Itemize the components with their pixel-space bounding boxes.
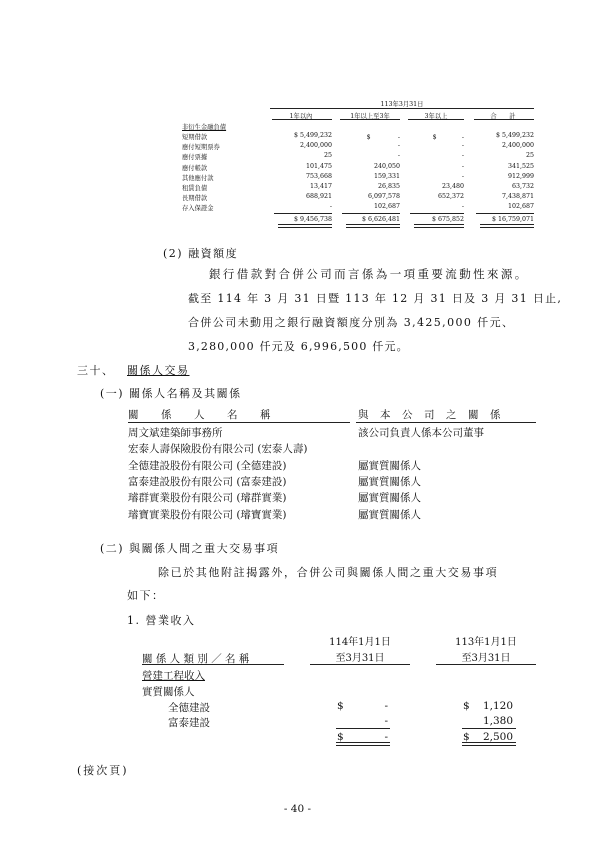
col-header-2: 1年以上至3年 <box>350 113 390 120</box>
table-cell: 102,687 <box>507 203 534 211</box>
related-party-name: 全德建設股份有限公司 (全德建設) <box>128 459 287 472</box>
related-party-name: 璿寶實業股份有限公司 (璿寶實業) <box>128 508 287 521</box>
related-party-name: 宏泰人壽保險股份有限公司 (宏泰人壽) <box>128 443 308 456</box>
table-cell: - <box>397 152 400 160</box>
table-date-header: 113年3月31日 <box>380 101 424 108</box>
table-cell: - <box>461 172 464 180</box>
rev-total-prev: 2,500 <box>482 731 513 743</box>
col-header-4: 合 計 <box>490 113 516 120</box>
related-party-relation: 屬實質關係人 <box>358 492 421 505</box>
item-1: 1. 營業收入 <box>127 614 196 627</box>
total-col-2: $ 6,626,481 <box>361 216 400 223</box>
table-cell: - <box>461 152 464 160</box>
related-party-name: 璿群實業股份有限公司 (璿群實業) <box>128 492 287 505</box>
table-row-label: 租賃負債 <box>182 185 208 192</box>
table-cell: 101,475 <box>305 162 332 170</box>
table-cell: 25 <box>525 152 534 160</box>
table-cell: - <box>461 162 464 170</box>
section-number: 三十、 <box>77 364 115 377</box>
financing-line-2: 截至 114 年 3 月 31 日暨 113 年 12 月 31 日及 3 月 31 日止, <box>188 292 563 305</box>
dollar-sign: $ <box>337 700 344 712</box>
sub1-heading: (一) 關係人名稱及其關係 <box>100 387 242 400</box>
table-cell: $ 5,499,232 <box>293 132 332 139</box>
table-cell: 13,417 <box>309 183 332 190</box>
financing-line-4: 3,280,000 仟元及 6,996,500 仟元。 <box>188 340 409 353</box>
table-cell: 652,372 <box>437 193 464 201</box>
rev-row-cur: - <box>384 715 388 727</box>
rev-col1-line1: 114年1月1日 <box>329 637 391 648</box>
table-cell: 7,438,871 <box>501 193 534 201</box>
financing-heading: (2) 融資額度 <box>163 247 239 260</box>
table-row-label: 其他應付款 <box>182 174 214 182</box>
table-row-label: 存入保證金 <box>182 205 214 213</box>
rel-header-left: 關 係 人 名 稱 <box>128 409 271 421</box>
dollar-sign: $ <box>463 700 470 712</box>
table-cell: 753,668 <box>305 172 332 180</box>
table-row-label: 應付短期票券 <box>182 144 220 152</box>
rev-row-label: 富泰建設 <box>168 717 210 729</box>
related-party-relation: 屬實質關係人 <box>358 459 421 472</box>
total-col-1: $ 9,456,738 <box>293 216 332 223</box>
table-cell: 688,921 <box>305 193 332 201</box>
total-col-3: $ 675,852 <box>431 216 464 223</box>
rev-col2-line2: 至3月31日 <box>461 653 511 664</box>
table-cell: - <box>329 203 332 211</box>
dollar-sign: $ <box>337 731 344 743</box>
sub2-line-1: 除已於其他附註揭露外，合併公司與關係人間之重大交易事項 <box>158 566 499 579</box>
rev-col1-line2: 至3月31日 <box>335 653 385 664</box>
table-cell: $ 5,499,232 <box>495 132 534 139</box>
col-header-1: 1年以內 <box>289 113 313 120</box>
rev-col2-line1: 113年1月1日 <box>455 637 517 648</box>
table-row-label: 應付票據 <box>182 154 208 162</box>
table-row-label: 應付帳款 <box>182 164 208 172</box>
rev-row-prev: 1,380 <box>482 715 513 727</box>
table-cell: $ - <box>366 134 400 141</box>
table-cell: - <box>397 142 400 150</box>
related-party-relation: 該公司負責人係本公司董事 <box>358 427 484 439</box>
rev-group: 實質關係人 <box>142 686 195 698</box>
continue-note: (接次頁) <box>77 764 129 777</box>
rev-header-label: 關 係 人 類 別 ／ 名 稱 <box>142 653 250 665</box>
table-row-label: 長期借款 <box>182 195 208 203</box>
rev-row-label: 全德建設 <box>168 702 210 714</box>
related-party-name: 周文斌建築師事務所 <box>128 427 223 439</box>
rev-category: 營建工程收入 <box>142 670 205 682</box>
rev-total-cur: - <box>384 731 388 743</box>
divider <box>270 108 534 109</box>
table-cell: 25 <box>323 152 332 160</box>
table-cell: 159,331 <box>373 172 400 180</box>
financing-line-3: 合併公司未動用之銀行融資額度分別為 3,425,000 仟元、 <box>188 316 515 329</box>
table-cell: 2,400,000 <box>501 142 534 150</box>
section-title: 非衍生金融負債 <box>182 124 227 131</box>
table-cell: 912,999 <box>507 172 534 180</box>
related-party-name: 富泰建設股份有限公司 (富泰建設) <box>128 475 287 488</box>
related-party-relation: 屬實質關係人 <box>358 475 421 488</box>
dollar-sign: $ <box>463 731 470 743</box>
table-row-label: 短期借款 <box>182 134 208 141</box>
table-cell: - <box>461 142 464 150</box>
col-header-3: 3年以上 <box>424 113 448 120</box>
rel-header-right: 與 本 公 司 之 關 係 <box>358 409 501 421</box>
total-col-4: $ 16,759,071 <box>491 216 534 223</box>
table-cell: 240,050 <box>373 162 400 170</box>
section-title-30: 關係人交易 <box>127 364 190 377</box>
financing-line-1: 銀行借款對合併公司而言係為一項重要流動性來源。 <box>209 267 529 281</box>
table-cell: 63,732 <box>511 183 534 190</box>
table-cell: - <box>461 203 464 211</box>
table-cell: 2,400,000 <box>299 142 332 150</box>
sub2-heading: (二) 與關係人間之重大交易事項 <box>100 542 280 555</box>
rev-row-cur: - <box>384 700 388 712</box>
table-cell: 341,525 <box>507 162 534 170</box>
sub2-line-2: 如下： <box>127 589 165 602</box>
table-cell: 6,097,578 <box>367 193 400 201</box>
table-cell: 26,835 <box>377 183 400 190</box>
page-number: - 40 - <box>283 803 312 815</box>
table-cell: 102,687 <box>373 203 400 211</box>
rev-row-prev: 1,120 <box>482 700 513 712</box>
table-cell: 23,480 <box>441 183 464 190</box>
related-party-relation: 屬實質關係人 <box>358 508 421 521</box>
table-cell: $ - <box>432 134 464 141</box>
